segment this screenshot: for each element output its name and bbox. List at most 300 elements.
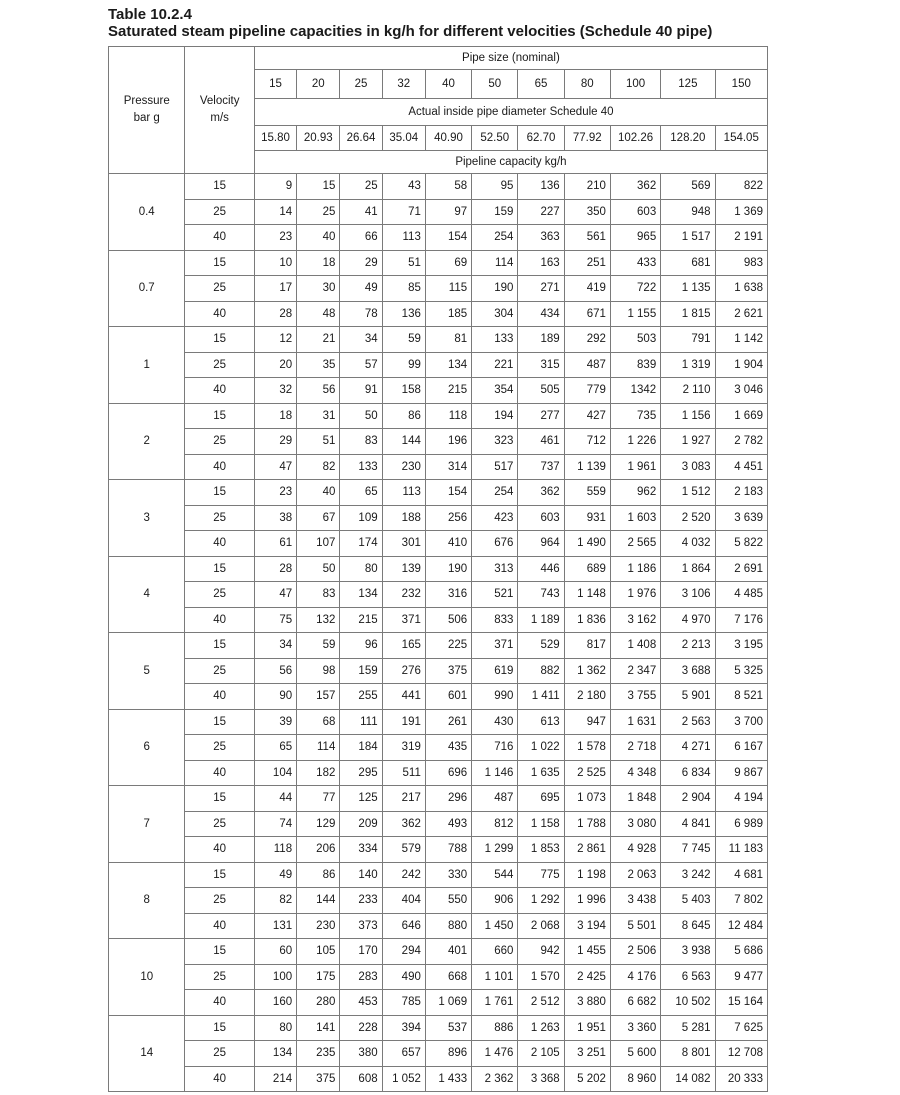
- capacity-cell: 40: [297, 480, 340, 506]
- capacity-cell: 10: [254, 250, 296, 276]
- capacity-cell: 561: [564, 225, 610, 251]
- velocity-cell: 40: [185, 684, 254, 710]
- capacity-cell: 292: [564, 327, 610, 353]
- capacity-cell: 4 681: [715, 862, 767, 888]
- capacity-cell: 601: [425, 684, 471, 710]
- capacity-cell: 362: [382, 811, 425, 837]
- capacity-cell: 6 834: [661, 760, 715, 786]
- capacity-cell: 410: [425, 531, 471, 557]
- capacity-cell: 1 455: [564, 939, 610, 965]
- capacity-cell: 3 195: [715, 633, 767, 659]
- velocity-cell: 15: [185, 862, 254, 888]
- capacity-cell: 1 864: [661, 556, 715, 582]
- table-title-block: [108, 6, 712, 40]
- capacity-cell: 184: [340, 735, 382, 761]
- capacity-cell: 158: [382, 378, 425, 404]
- capacity-cell: 716: [472, 735, 518, 761]
- capacity-cell: 1 369: [715, 199, 767, 225]
- capacity-cell: 140: [340, 862, 382, 888]
- capacity-cell: 255: [340, 684, 382, 710]
- capacity-cell: 2 512: [518, 990, 564, 1016]
- capacity-cell: 886: [472, 1015, 518, 1041]
- capacity-cell: 1 476: [472, 1041, 518, 1067]
- capacity-cell: 91: [340, 378, 382, 404]
- capacity-cell: 550: [425, 888, 471, 914]
- capacity-cell: 56: [254, 658, 296, 684]
- velocity-cell: 40: [185, 913, 254, 939]
- capacity-cell: 86: [297, 862, 340, 888]
- pressure-header: [109, 47, 185, 174]
- capacity-cell: 6 167: [715, 735, 767, 761]
- velocity-cell: 15: [185, 633, 254, 659]
- capacity-cell: 5 600: [610, 1041, 660, 1067]
- capacity-cell: 1 101: [472, 964, 518, 990]
- capacity-cell: 82: [254, 888, 296, 914]
- table-row: [109, 709, 768, 735]
- capacity-cell: 544: [472, 862, 518, 888]
- pipe-size-cell: 32: [382, 70, 425, 99]
- capacity-cell: 906: [472, 888, 518, 914]
- capacity-cell: 3 046: [715, 378, 767, 404]
- capacity-cell: 50: [340, 403, 382, 429]
- capacity-cell: 154: [425, 225, 471, 251]
- capacity-cell: 5 686: [715, 939, 767, 965]
- capacity-cell: 99: [382, 352, 425, 378]
- capacity-cell: 579: [382, 837, 425, 863]
- table-row: [109, 811, 768, 837]
- inside-diameter-cell: 154.05: [715, 126, 767, 151]
- capacity-cell: 461: [518, 429, 564, 455]
- pipe-size-cell: 150: [715, 70, 767, 99]
- capacity-cell: 29: [254, 429, 296, 455]
- capacity-cell: 737: [518, 454, 564, 480]
- pipe-size-header: Pipe size (nominal): [254, 47, 767, 70]
- capacity-cell: 283: [340, 964, 382, 990]
- capacity-cell: 334: [340, 837, 382, 863]
- capacity-cell: 182: [297, 760, 340, 786]
- capacity-cell: 9: [254, 174, 296, 200]
- table-row: [109, 403, 768, 429]
- capacity-cell: 434: [518, 301, 564, 327]
- capacity-cell: 95: [472, 174, 518, 200]
- velocity-cell: 25: [185, 505, 254, 531]
- capacity-cell: 12: [254, 327, 296, 353]
- capacity-cell: 931: [564, 505, 610, 531]
- table-header: [109, 47, 768, 174]
- capacity-cell: 942: [518, 939, 564, 965]
- capacity-cell: 10 502: [661, 990, 715, 1016]
- capacity-cell: 7 745: [661, 837, 715, 863]
- capacity-cell: 375: [297, 1066, 340, 1092]
- capacity-cell: 1 951: [564, 1015, 610, 1041]
- capacity-cell: 125: [340, 786, 382, 812]
- capacity-cell: 34: [254, 633, 296, 659]
- table-row: [109, 199, 768, 225]
- capacity-cell: 254: [472, 225, 518, 251]
- capacity-cell: 822: [715, 174, 767, 200]
- velocity-cell: 40: [185, 837, 254, 863]
- capacity-cell: 3 438: [610, 888, 660, 914]
- capacity-cell: 57: [340, 352, 382, 378]
- capacity-cell: 2 506: [610, 939, 660, 965]
- capacity-cell: 1 263: [518, 1015, 564, 1041]
- capacity-cell: 12 708: [715, 1041, 767, 1067]
- capacity-cell: 2 565: [610, 531, 660, 557]
- capacity-cell: 109: [340, 505, 382, 531]
- capacity-cell: 25: [297, 199, 340, 225]
- capacity-cell: 51: [382, 250, 425, 276]
- capacity-cell: 404: [382, 888, 425, 914]
- capacity-cell: 28: [254, 301, 296, 327]
- capacity-cell: 1 156: [661, 403, 715, 429]
- capacity-cell: 511: [382, 760, 425, 786]
- capacity-cell: 41: [340, 199, 382, 225]
- capacity-cell: 4 194: [715, 786, 767, 812]
- capacity-cell: 788: [425, 837, 471, 863]
- capacity-cell: 1 635: [518, 760, 564, 786]
- capacity-cell: 5 403: [661, 888, 715, 914]
- capacity-cell: 31: [297, 403, 340, 429]
- table-row: [109, 378, 768, 404]
- capacity-cell: 14 082: [661, 1066, 715, 1092]
- inside-diameter-cell: 35.04: [382, 126, 425, 151]
- inside-diameter-cell: 40.90: [425, 126, 471, 151]
- capacity-cell: 276: [382, 658, 425, 684]
- capacity-cell: 185: [425, 301, 471, 327]
- inside-diameter-cell: 128.20: [661, 126, 715, 151]
- capacity-cell: 5 281: [661, 1015, 715, 1041]
- velocity-cell: 25: [185, 1041, 254, 1067]
- capacity-cell: 671: [564, 301, 610, 327]
- capacity-cell: 3 368: [518, 1066, 564, 1092]
- capacity-cell: 65: [340, 480, 382, 506]
- capacity-cell: 301: [382, 531, 425, 557]
- capacity-cell: 2 621: [715, 301, 767, 327]
- capacity-cell: 23: [254, 225, 296, 251]
- velocity-cell: 15: [185, 709, 254, 735]
- capacity-cell: 3 194: [564, 913, 610, 939]
- pressure-cell: 14: [109, 1015, 185, 1092]
- capacity-cell: 657: [382, 1041, 425, 1067]
- capacity-cell: 3 639: [715, 505, 767, 531]
- capacity-cell: 2 110: [661, 378, 715, 404]
- capacity-cell: 427: [564, 403, 610, 429]
- capacity-cell: 722: [610, 276, 660, 302]
- capacity-cell: 453: [340, 990, 382, 1016]
- capacity-cell: 160: [254, 990, 296, 1016]
- velocity-cell: 15: [185, 480, 254, 506]
- capacity-cell: 446: [518, 556, 564, 582]
- capacity-cell: 228: [340, 1015, 382, 1041]
- capacity-cell: 60: [254, 939, 296, 965]
- velocity-cell: 40: [185, 990, 254, 1016]
- table-row: [109, 939, 768, 965]
- table-row: [109, 225, 768, 251]
- capacity-cell: 1 578: [564, 735, 610, 761]
- capacity-cell: 4 485: [715, 582, 767, 608]
- capacity-cell: 214: [254, 1066, 296, 1092]
- pressure-cell: 4: [109, 556, 185, 633]
- table-row: [109, 1041, 768, 1067]
- table-row: [109, 964, 768, 990]
- capacity-cell: 313: [472, 556, 518, 582]
- capacity-cell: 227: [518, 199, 564, 225]
- velocity-cell: 15: [185, 556, 254, 582]
- capacity-cell: 83: [340, 429, 382, 455]
- capacity-cell: 2 180: [564, 684, 610, 710]
- capacity-cell: 48: [297, 301, 340, 327]
- capacity-cell: 66: [340, 225, 382, 251]
- pipe-size-cell: 50: [472, 70, 518, 99]
- table-row: [109, 735, 768, 761]
- capacity-cell: 132: [297, 607, 340, 633]
- table-row: [109, 837, 768, 863]
- capacity-cell: 40: [297, 225, 340, 251]
- capacity-cell: 12 484: [715, 913, 767, 939]
- capacity-cell: 8 521: [715, 684, 767, 710]
- capacity-cell: 114: [472, 250, 518, 276]
- capacity-cell: 39: [254, 709, 296, 735]
- velocity-cell: 40: [185, 454, 254, 480]
- capacity-cell: 191: [382, 709, 425, 735]
- capacity-header: Pipeline capacity kg/h: [254, 151, 767, 174]
- capacity-cell: 86: [382, 403, 425, 429]
- capacity-cell: 159: [472, 199, 518, 225]
- capacity-cell: 362: [518, 480, 564, 506]
- capacity-cell: 681: [661, 250, 715, 276]
- capacity-cell: 59: [382, 327, 425, 353]
- capacity-cell: 619: [472, 658, 518, 684]
- capacity-cell: 129: [297, 811, 340, 837]
- capacity-cell: 25: [340, 174, 382, 200]
- capacity-cell: 1 155: [610, 301, 660, 327]
- capacity-cell: 209: [340, 811, 382, 837]
- capacity-cell: 394: [382, 1015, 425, 1041]
- capacity-cell: 105: [297, 939, 340, 965]
- table-row: [109, 556, 768, 582]
- pressure-cell: 7: [109, 786, 185, 863]
- pressure-cell: 0.4: [109, 174, 185, 251]
- capacity-cell: 1 603: [610, 505, 660, 531]
- velocity-header: [185, 47, 254, 174]
- capacity-cell: 2 691: [715, 556, 767, 582]
- velocity-cell: 15: [185, 939, 254, 965]
- velocity-cell: 15: [185, 786, 254, 812]
- capacity-cell: 1 631: [610, 709, 660, 735]
- capacity-cell: 194: [472, 403, 518, 429]
- capacity-cell: 2 861: [564, 837, 610, 863]
- capacity-cell: 371: [472, 633, 518, 659]
- capacity-cell: 254: [472, 480, 518, 506]
- capacity-cell: 56: [297, 378, 340, 404]
- capacity-cell: 2 362: [472, 1066, 518, 1092]
- capacity-cell: 131: [254, 913, 296, 939]
- capacity-cell: 4 271: [661, 735, 715, 761]
- capacity-cell: 68: [297, 709, 340, 735]
- capacity-cell: 134: [340, 582, 382, 608]
- capacity-cell: 4 176: [610, 964, 660, 990]
- table-number: Table 10.2.4: [108, 6, 192, 23]
- capacity-cell: 880: [425, 913, 471, 939]
- capacity-cell: 15 164: [715, 990, 767, 1016]
- velocity-cell: 15: [185, 327, 254, 353]
- capacity-cell: 362: [610, 174, 660, 200]
- capacity-cell: 1 142: [715, 327, 767, 353]
- table-row: [109, 760, 768, 786]
- capacity-cell: 603: [610, 199, 660, 225]
- velocity-cell: 40: [185, 1066, 254, 1092]
- capacity-cell: 111: [340, 709, 382, 735]
- table-row: [109, 607, 768, 633]
- capacity-cell: 947: [564, 709, 610, 735]
- pressure-cell: 6: [109, 709, 185, 786]
- pressure-cell: 8: [109, 862, 185, 939]
- capacity-cell: 9 867: [715, 760, 767, 786]
- capacity-cell: 7 625: [715, 1015, 767, 1041]
- capacity-cell: 1 996: [564, 888, 610, 914]
- capacity-cell: 517: [472, 454, 518, 480]
- capacity-cell: 1 490: [564, 531, 610, 557]
- capacity-cell: 1 976: [610, 582, 660, 608]
- velocity-cell: 25: [185, 658, 254, 684]
- capacity-cell: 990: [472, 684, 518, 710]
- capacity-cell: 71: [382, 199, 425, 225]
- capacity-cell: 812: [472, 811, 518, 837]
- capacity-cell: 50: [297, 556, 340, 582]
- capacity-cell: 964: [518, 531, 564, 557]
- capacity-cell: 225: [425, 633, 471, 659]
- capacity-cell: 23: [254, 480, 296, 506]
- inside-diameter-cell: 62.70: [518, 126, 564, 151]
- capacity-cell: 695: [518, 786, 564, 812]
- inside-diameter-cell: 77.92: [564, 126, 610, 151]
- capacity-cell: 506: [425, 607, 471, 633]
- capacity-cell: 14: [254, 199, 296, 225]
- capacity-cell: 210: [564, 174, 610, 200]
- capacity-cell: 3 162: [610, 607, 660, 633]
- capacity-cell: 1 450: [472, 913, 518, 939]
- capacity-cell: 2 183: [715, 480, 767, 506]
- capacity-cell: 1 927: [661, 429, 715, 455]
- velocity-cell: 15: [185, 1015, 254, 1041]
- capacity-cell: 1 189: [518, 607, 564, 633]
- capacity-cell: 3 080: [610, 811, 660, 837]
- capacity-cell: 11 183: [715, 837, 767, 863]
- table-row: [109, 480, 768, 506]
- table-row: [109, 531, 768, 557]
- capacity-cell: 1 226: [610, 429, 660, 455]
- capacity-cell: 608: [340, 1066, 382, 1092]
- capacity-cell: 1 848: [610, 786, 660, 812]
- capacity-cell: 1342: [610, 378, 660, 404]
- capacity-cell: 779: [564, 378, 610, 404]
- velocity-cell: 15: [185, 250, 254, 276]
- table-row: [109, 454, 768, 480]
- capacity-cell: 98: [297, 658, 340, 684]
- capacity-cell: 8 801: [661, 1041, 715, 1067]
- capacity-cell: 118: [254, 837, 296, 863]
- capacity-cell: 174: [340, 531, 382, 557]
- capacity-cell: 350: [564, 199, 610, 225]
- velocity-cell: 40: [185, 531, 254, 557]
- capacity-cell: 18: [254, 403, 296, 429]
- capacity-cell: 6 563: [661, 964, 715, 990]
- capacity-cell: 2 718: [610, 735, 660, 761]
- capacity-cell: 430: [472, 709, 518, 735]
- table-body: [109, 174, 768, 1092]
- capacity-cell: 49: [254, 862, 296, 888]
- capacity-cell: 6 989: [715, 811, 767, 837]
- velocity-cell: 25: [185, 888, 254, 914]
- capacity-cell: 81: [425, 327, 471, 353]
- capacity-cell: 47: [254, 582, 296, 608]
- capacity-cell: 2 213: [661, 633, 715, 659]
- capacity-cell: 215: [340, 607, 382, 633]
- capacity-cell: 134: [254, 1041, 296, 1067]
- capacity-cell: 1 961: [610, 454, 660, 480]
- capacity-cell: 1 904: [715, 352, 767, 378]
- capacity-cell: 77: [297, 786, 340, 812]
- capacity-cell: 277: [518, 403, 564, 429]
- table-row: [109, 276, 768, 302]
- inside-diameter-cell: 52.50: [472, 126, 518, 151]
- capacity-cell: 9 477: [715, 964, 767, 990]
- capacity-cell: 603: [518, 505, 564, 531]
- capacity-cell: 354: [472, 378, 518, 404]
- capacity-cell: 833: [472, 607, 518, 633]
- capacity-cell: 256: [425, 505, 471, 531]
- pressure-header-label: Pressure bar g: [123, 95, 170, 124]
- capacity-cell: 1 198: [564, 862, 610, 888]
- capacity-cell: 1 146: [472, 760, 518, 786]
- capacity-cell: 82: [297, 454, 340, 480]
- capacity-cell: 133: [340, 454, 382, 480]
- capacity-cell: 839: [610, 352, 660, 378]
- capacity-cell: 30: [297, 276, 340, 302]
- table-row: [109, 913, 768, 939]
- capacity-cell: 962: [610, 480, 660, 506]
- capacity-cell: 21: [297, 327, 340, 353]
- capacity-cell: 791: [661, 327, 715, 353]
- capacity-cell: 230: [382, 454, 425, 480]
- capacity-cell: 4 928: [610, 837, 660, 863]
- capacity-cell: 1 022: [518, 735, 564, 761]
- capacity-cell: 1 052: [382, 1066, 425, 1092]
- capacity-cell: 230: [297, 913, 340, 939]
- capacity-cell: 44: [254, 786, 296, 812]
- capacity-cell: 1 135: [661, 276, 715, 302]
- capacity-cell: 1 069: [425, 990, 471, 1016]
- capacity-cell: 5 901: [661, 684, 715, 710]
- velocity-cell: 40: [185, 301, 254, 327]
- table-caption: Saturated steam pipeline capacities in kg/h for different velocities (Schedule 40 pipe): [108, 23, 713, 40]
- capacity-cell: 4 032: [661, 531, 715, 557]
- pipe-size-cell: 20: [297, 70, 340, 99]
- capacity-cell: 51: [297, 429, 340, 455]
- table-row: [109, 658, 768, 684]
- capacity-cell: 3 700: [715, 709, 767, 735]
- table-row: [109, 429, 768, 455]
- capacity-cell: 3 938: [661, 939, 715, 965]
- capacity-cell: 114: [297, 735, 340, 761]
- capacity-cell: 696: [425, 760, 471, 786]
- capacity-cell: 196: [425, 429, 471, 455]
- capacity-cell: 17: [254, 276, 296, 302]
- capacity-cell: 139: [382, 556, 425, 582]
- capacity-cell: 294: [382, 939, 425, 965]
- capacity-cell: 5 325: [715, 658, 767, 684]
- capacity-cell: 8 645: [661, 913, 715, 939]
